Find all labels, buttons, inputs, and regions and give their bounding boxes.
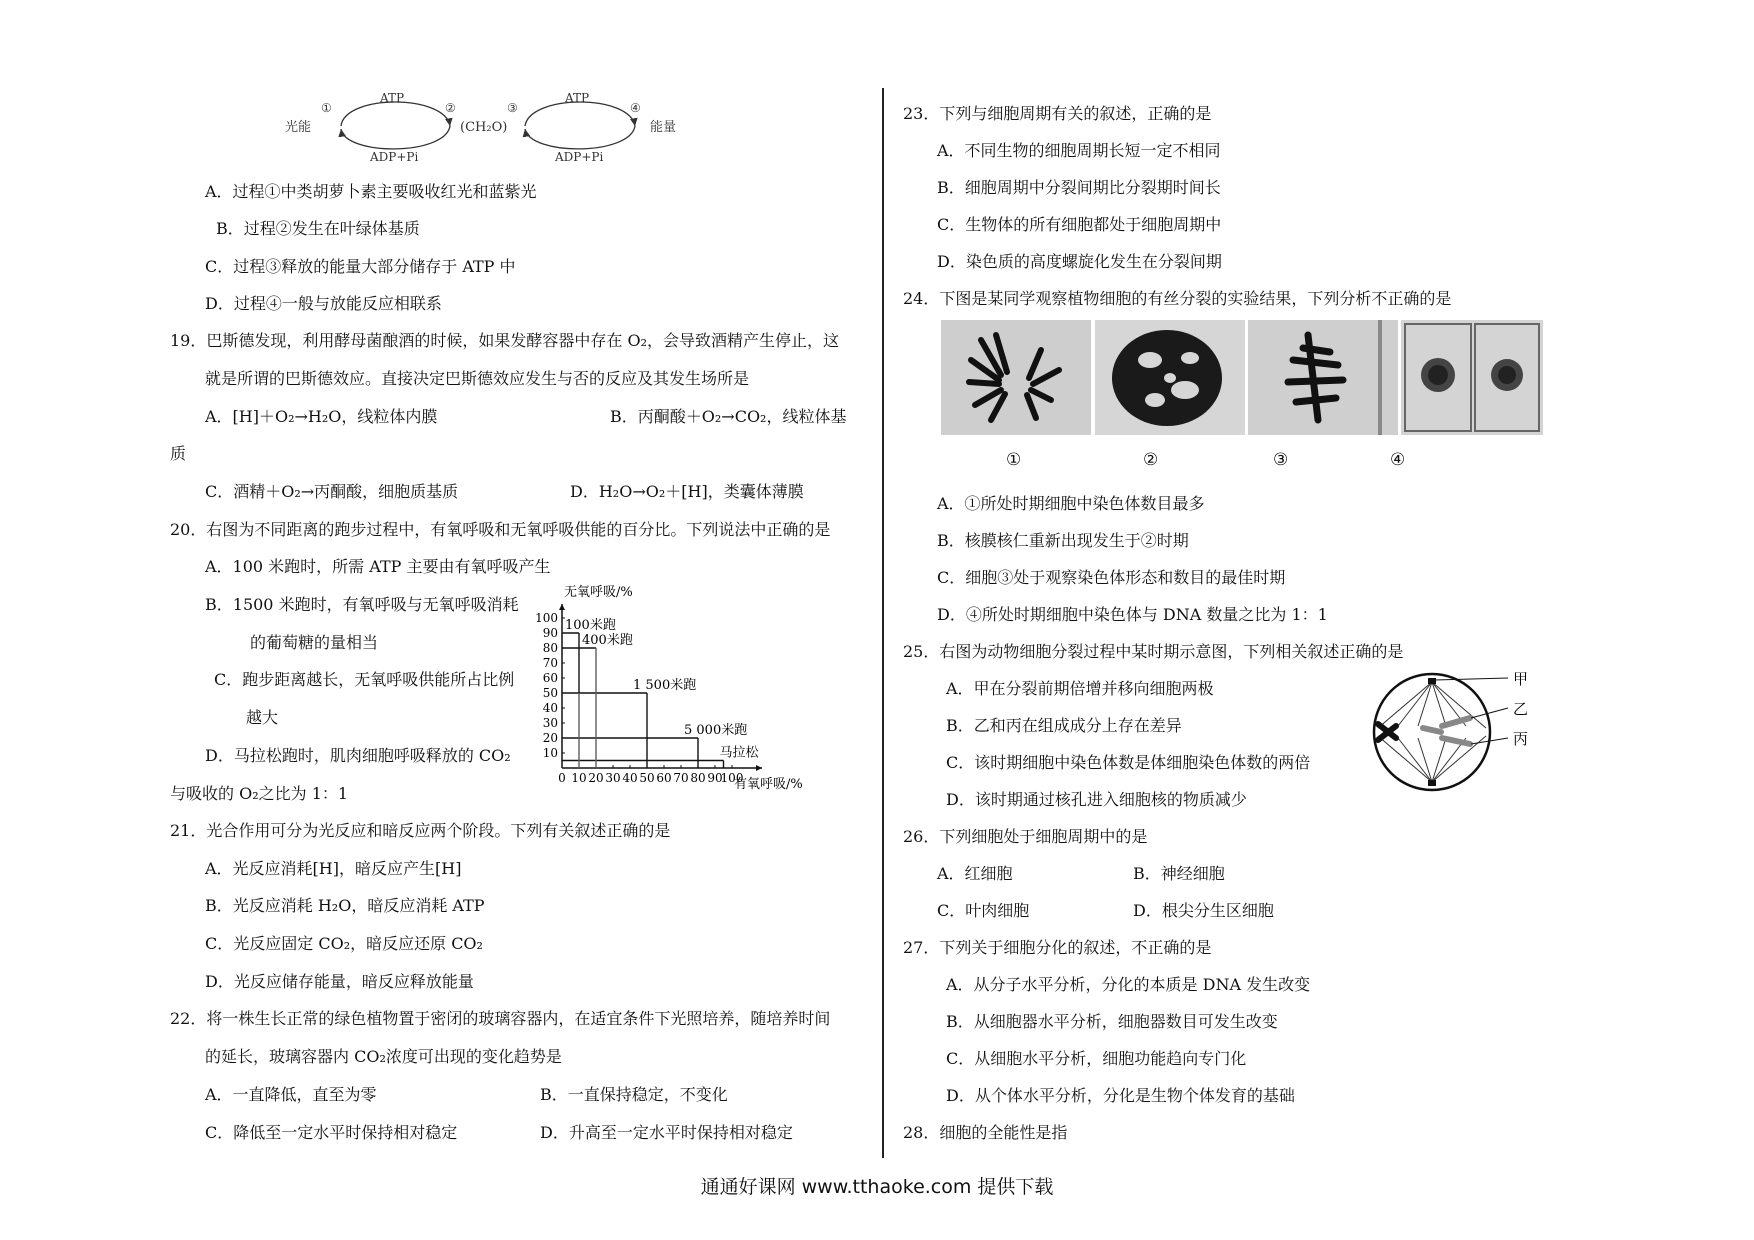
q22-option-a: A．一直降低，直至为零 (205, 1085, 377, 1104)
q20-option-d-line2: 与吸收的 O₂之比为 1：1 (170, 784, 349, 803)
q21-option-a: A．光反应消耗[H]，暗反应产生[H] (205, 859, 462, 878)
micrograph-label-1: ① (1006, 450, 1022, 470)
y-axis-label: 无氧呼吸/% (564, 585, 633, 600)
q19-stem-line2: 就是所谓的巴斯德效应。直接决定巴斯德效应发生与否的反应及其发生场所是 (205, 369, 750, 388)
series-label: 400米跑 (582, 633, 633, 648)
q27-option-d: D．从个体水平分析，分化是生物个体发育的基础 (946, 1086, 1295, 1105)
y-tick-label: 20 (542, 731, 558, 745)
animal-cell-division-diagram (1368, 668, 1543, 796)
q18-option-c: C．过程③释放的能量大部分储存于 ATP 中 (205, 257, 516, 276)
q20-option-c-line1: C．跑步距离越长，无氧呼吸供能所占比例 (214, 670, 515, 689)
label-jia: 甲 (1513, 670, 1529, 688)
y-axis-arrow (559, 604, 565, 610)
q25-option-b: B．乙和丙在组成成分上存在差异 (946, 716, 1182, 735)
x-tick-label: 20 (588, 771, 604, 785)
q26-option-d: D．根尖分生区细胞 (1133, 901, 1274, 920)
q24-option-b: B．核膜核仁重新出现发生于②时期 (937, 531, 1189, 550)
y-tick-label: 60 (542, 671, 558, 685)
footer-credit: 通通好课网 www.tthaoke.com 提供下载 (700, 1176, 1054, 1198)
x-axis-label: 有氧呼吸/% (734, 777, 803, 792)
adp-label-1: ADP+Pi (370, 150, 419, 164)
y-tick-label: 30 (542, 716, 558, 730)
q25-stem: 25．右图为动物细胞分裂过程中某时期示意图，下列相关叙述正确的是 (903, 642, 1404, 661)
running-respiration-chart (532, 585, 862, 798)
q24-option-c: C．细胞③处于观察染色体形态和数目的最佳时期 (937, 568, 1286, 587)
q23-option-a: A．不同生物的细胞周期长短一定不相同 (937, 141, 1221, 160)
q18-option-a: A．过程①中类胡萝卜素主要吸收红光和蓝紫光 (205, 182, 537, 201)
q23-option-b: B．细胞周期中分裂间期比分裂期时间长 (937, 178, 1221, 197)
y-tick-label: 50 (542, 686, 558, 700)
micrograph-label-3: ③ (1273, 450, 1289, 470)
q26-option-c: C．叶肉细胞 (937, 901, 1030, 920)
q20-option-b-line1: B．1500 米跑时，有氧呼吸与无氧呼吸消耗 (205, 595, 519, 614)
q19-option-b: B．丙酮酸＋O₂→CO₂，线粒体基 (610, 407, 847, 426)
step-3-label: ③ (507, 101, 518, 115)
q20-stem: 20．右图为不同距离的跑步过程中，有氧呼吸和无氧呼吸供能的百分比。下列说法中正确的是 (170, 520, 831, 539)
q19-option-a: A．[H]＋O₂→H₂O，线粒体内膜 (205, 407, 438, 426)
y-tick-label: 100 (535, 611, 558, 625)
q25-option-d: D．该时期通过核孔进入细胞核的物质减少 (946, 790, 1247, 809)
x-tick-label: 80 (690, 771, 706, 785)
step-2-label: ② (445, 101, 456, 115)
q22-option-b: B．一直保持稳定，不变化 (540, 1085, 728, 1104)
q22-option-c: C．降低至一定水平时保持相对稳定 (205, 1123, 458, 1142)
q28-stem: 28．细胞的全能性是指 (903, 1123, 1068, 1142)
x-tick-label: 100 (720, 771, 744, 785)
q19-option-b-cont: 质 (170, 444, 187, 463)
q26-option-a: A．红细胞 (937, 864, 1013, 883)
q23-option-c: C．生物体的所有细胞都处于细胞周期中 (937, 215, 1222, 234)
energy-label: 能量 (650, 120, 677, 135)
q18-option-b: B．过程②发生在叶绿体基质 (216, 219, 420, 238)
micrograph-1 (941, 320, 1091, 435)
q27-option-b: B．从细胞器水平分析，细胞器数目可发生改变 (946, 1012, 1278, 1031)
q19-stem-line1: 19．巴斯德发现，利用酵母菌酿酒的时候，如果发酵容器中存在 O₂，会导致酒精产生停止，这 (170, 331, 839, 350)
q19-option-d: D．H₂O→O₂＋[H]，类囊体薄膜 (570, 482, 804, 501)
series-label: 100米跑 (565, 618, 616, 633)
q26-stem: 26．下列细胞处于细胞周期中的是 (903, 827, 1148, 846)
q25-option-c: C．该时期细胞中染色体数是体细胞染色体数的两倍 (946, 753, 1311, 772)
q27-stem: 27．下列关于细胞分化的叙述，不正确的是 (903, 938, 1212, 957)
q22-stem-line2: 的延长，玻璃容器内 CO₂浓度可出现的变化趋势是 (205, 1047, 562, 1066)
q18-option-d: D．过程④一般与放能反应相联系 (205, 294, 442, 313)
q23-option-d: D．染色质的高度螺旋化发生在分裂间期 (937, 252, 1222, 271)
y-tick-label: 90 (542, 626, 558, 640)
energy-cycle-diagram (285, 84, 745, 164)
q20-option-a: A．100 米跑时，所需 ATP 主要由有氧呼吸产生 (205, 557, 551, 576)
y-tick-label: 40 (542, 701, 558, 715)
step-1-label: ① (321, 101, 332, 115)
y-tick-label: 80 (542, 641, 558, 655)
q20-option-c-line2: 越大 (246, 708, 279, 727)
step-4-label: ④ (630, 101, 641, 115)
q27-option-a: A．从分子水平分析，分化的本质是 DNA 发生改变 (946, 975, 1311, 994)
q21-option-d: D．光反应储存能量，暗反应释放能量 (205, 972, 474, 991)
series-label: 1 500米跑 (633, 678, 697, 693)
column-divider (882, 88, 884, 1158)
x-tick-label: 40 (622, 771, 638, 785)
y-tick-label: 10 (542, 746, 558, 760)
q25-option-a: A．甲在分裂前期倍增并移向细胞两极 (946, 679, 1214, 698)
q20-option-d-line1: D．马拉松跑时，肌肉细胞呼吸释放的 CO₂ (205, 746, 511, 765)
micrograph-label-4: ④ (1390, 450, 1406, 470)
x-tick-label: 90 (707, 771, 723, 785)
q21-option-b: B．光反应消耗 H₂O，暗反应消耗 ATP (205, 896, 485, 915)
q24-option-d: D．④所处时期细胞中染色体与 DNA 数量之比为 1：1 (937, 605, 1328, 624)
x-tick-label: 30 (605, 771, 621, 785)
micrograph-2 (1095, 320, 1245, 435)
series-label: 马拉松 (719, 745, 759, 761)
q26-option-b: B．神经细胞 (1133, 864, 1225, 883)
q19-option-c: C．酒精＋O₂→丙酮酸，细胞质基质 (205, 482, 459, 501)
q21-option-c: C．光反应固定 CO₂，暗反应还原 CO₂ (205, 934, 483, 953)
adp-label-2: ADP+Pi (555, 150, 604, 164)
x-tick-label: 10 (571, 771, 587, 785)
q22-stem-line1: 22．将一株生长正常的绿色植物置于密闭的玻璃容器内，在适宜条件下光照培养，随培养时间 (170, 1009, 831, 1028)
q24-option-a: A．①所处时期细胞中染色体数目最多 (937, 494, 1205, 513)
series-label: 5 000米跑 (684, 723, 748, 738)
q22-option-d: D．升高至一定水平时保持相对稳定 (540, 1123, 793, 1142)
q27-option-c: C．从细胞水平分析，细胞功能趋向专门化 (946, 1049, 1247, 1068)
ch2o-label: (CH₂O) (460, 120, 508, 135)
x-tick-label: 0 (558, 771, 566, 785)
q23-stem: 23．下列与细胞周期有关的叙述，正确的是 (903, 104, 1212, 123)
q21-stem: 21．光合作用可分为光反应和暗反应两个阶段。下列有关叙述正确的是 (170, 821, 671, 840)
x-axis-arrow (756, 765, 762, 771)
label-bing: 丙 (1513, 730, 1529, 748)
micrograph-label-2: ② (1143, 450, 1159, 470)
q24-stem: 24．下图是某同学观察植物细胞的有丝分裂的实验结果，下列分析不正确的是 (903, 289, 1452, 308)
x-tick-label: 60 (656, 771, 672, 785)
q20-option-b-line2: 的葡萄糖的量相当 (250, 633, 379, 652)
light-energy-label: 光能 (285, 120, 312, 135)
atp-label-1: ATP (380, 91, 405, 105)
y-tick-label: 70 (542, 656, 558, 670)
x-tick-label: 50 (639, 771, 655, 785)
atp-label-2: ATP (565, 91, 590, 105)
label-yi: 乙 (1513, 700, 1529, 718)
micrograph-3 (1248, 320, 1398, 435)
micrograph-4 (1401, 320, 1543, 435)
x-tick-label: 70 (673, 771, 689, 785)
